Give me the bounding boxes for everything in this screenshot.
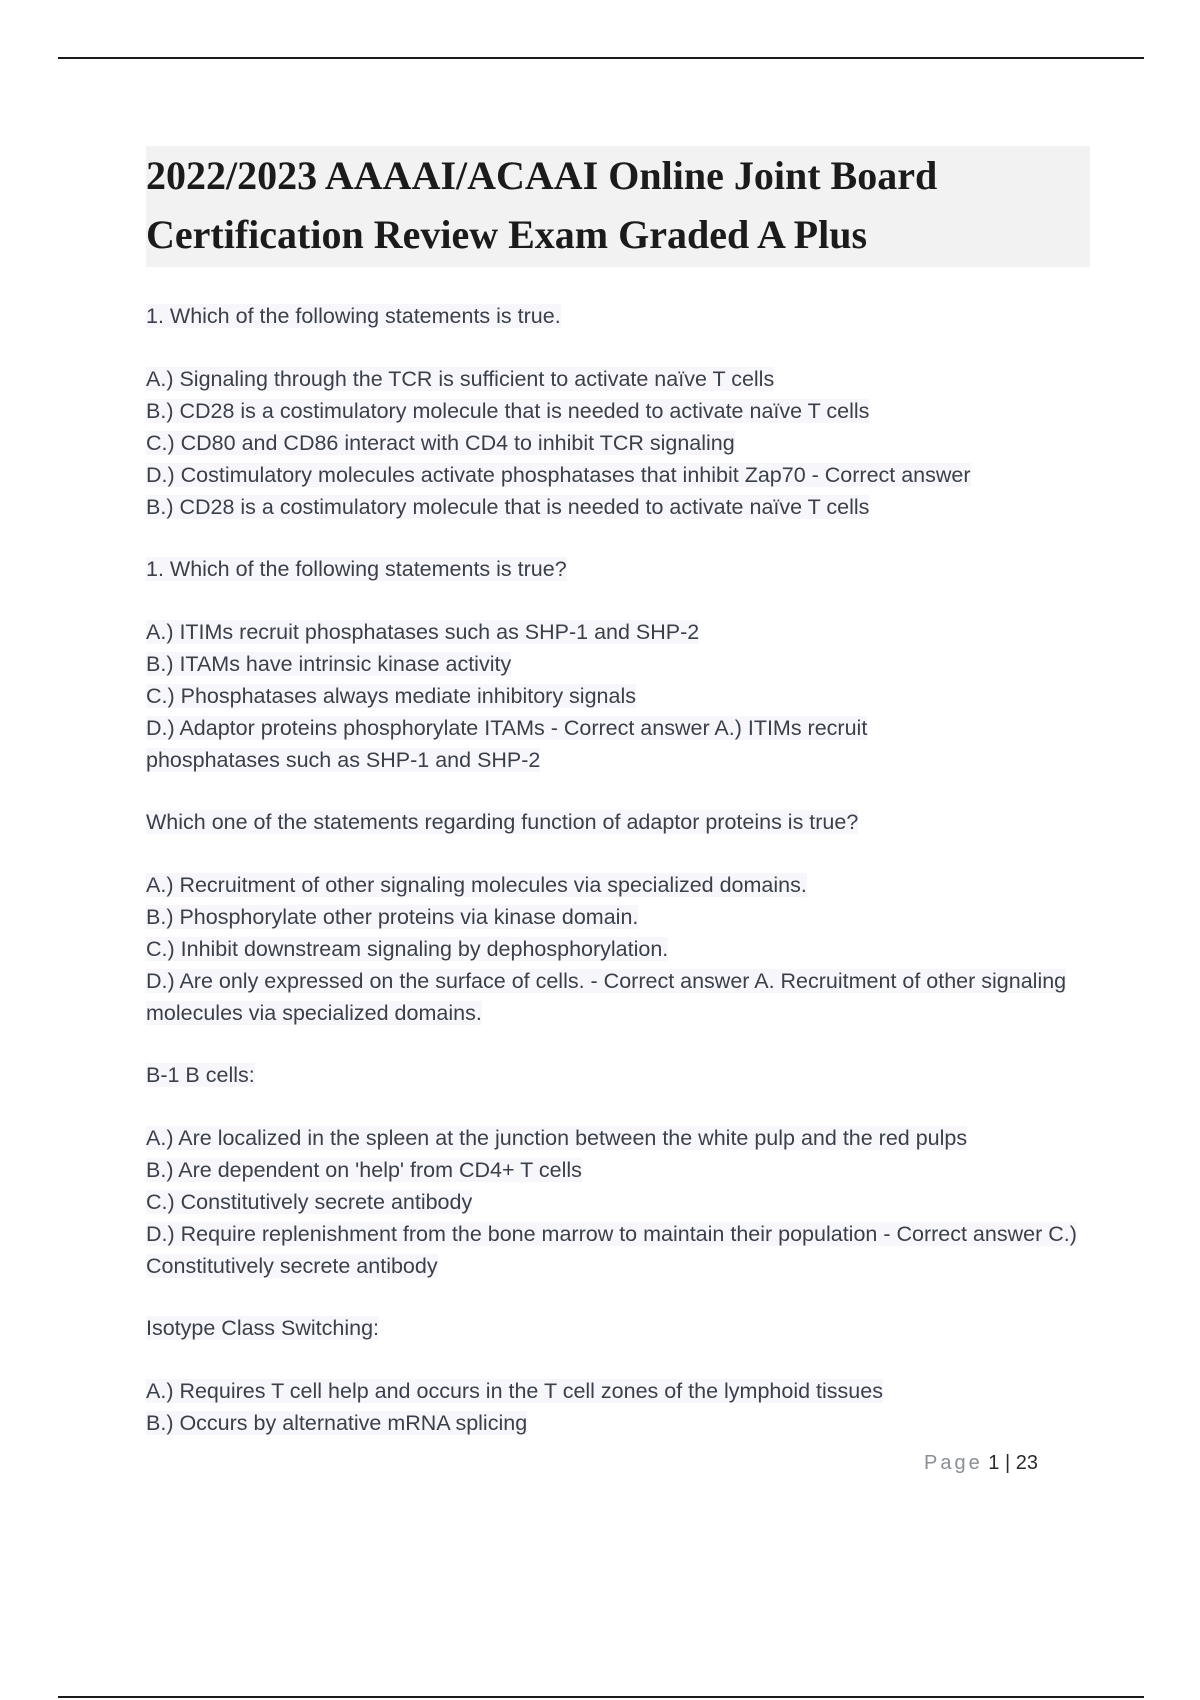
answer-option: B.) ITAMs have intrinsic kinase activity: [146, 652, 512, 676]
question-text: B-1 B cells:: [146, 1063, 255, 1087]
answer-option: D.) Adaptor proteins phosphorylate ITAMs - Correct answer A.) ITIMs recruit phosphatases such as SHP-1 and SHP-2: [146, 716, 868, 772]
answer-option: D.) Costimulatory molecules activate phosphatases that inhibit Zap70 - Correct answer: [146, 463, 971, 487]
answer-option: B.) Occurs by alternative mRNA splicing: [146, 1411, 528, 1435]
answer-option: C.) Inhibit downstream signaling by dephosphorylation.: [146, 937, 669, 961]
page-number-footer: [924, 1452, 1038, 1475]
document-title: 2022/2023 AAAAI/ACAAI Online Joint Board Certification Review Exam Graded A Plus: [146, 146, 1090, 267]
correct-answer: B.) CD28 is a costimulatory molecule that is needed to activate naïve T cells: [146, 495, 870, 519]
answer-option: A.) Recruitment of other signaling molecules via specialized domains.: [146, 873, 807, 897]
answer-option: D.) Require replenishment from the bone marrow to maintain their population - Correct answer C.) Constitutively secrete antibody: [146, 1222, 1077, 1278]
page-separator: |: [1004, 1452, 1011, 1474]
current-page: 1: [988, 1452, 1000, 1474]
question-text: Isotype Class Switching:: [146, 1316, 380, 1340]
question-block-3: [146, 806, 1090, 1029]
answer-option: B.) Phosphorylate other proteins via kinase domain.: [146, 905, 639, 929]
question-text: Which one of the statements regarding function of adaptor proteins is true?: [146, 810, 859, 834]
page-label: Page: [924, 1452, 983, 1474]
answer-option: A.) Requires T cell help and occurs in the T cell zones of the lymphoid tissues: [146, 1379, 883, 1403]
answer-option: A.) ITIMs recruit phosphatases such as SHP-1 and SHP-2: [146, 620, 700, 644]
answer-option: B.) CD28 is a costimulatory molecule that is needed to activate naïve T cells: [146, 399, 870, 423]
question-text: 1. Which of the following statements is true?: [146, 557, 567, 581]
answer-option: C.) Constitutively secrete antibody: [146, 1190, 473, 1214]
answer-option: C.) CD80 and CD86 interact with CD4 to inhibit TCR signaling: [146, 431, 735, 455]
question-block-2: [146, 553, 1090, 776]
answer-option: B.) Are dependent on 'help' from CD4+ T cells: [146, 1158, 582, 1182]
question-block-1: [146, 300, 1090, 523]
question-block-4: [146, 1059, 1090, 1282]
answer-option: D.) Are only expressed on the surface of cells. - Correct answer A. Recruitment of other signaling molecules via specialized domains.: [146, 969, 1067, 1025]
footer-rule: [58, 1696, 1144, 1698]
header-rule: [58, 57, 1144, 59]
answer-option: C.) Phosphatases always mediate inhibitory signals: [146, 684, 636, 708]
answer-option: A.) Are localized in the spleen at the junction between the white pulp and the red pulps: [146, 1126, 968, 1150]
question-text: 1. Which of the following statements is true.: [146, 304, 561, 328]
answer-option: A.) Signaling through the TCR is sufficient to activate naïve T cells: [146, 367, 775, 391]
document-body: [146, 146, 1090, 1469]
question-block-5: [146, 1312, 1090, 1439]
total-pages: 23: [1015, 1452, 1038, 1474]
